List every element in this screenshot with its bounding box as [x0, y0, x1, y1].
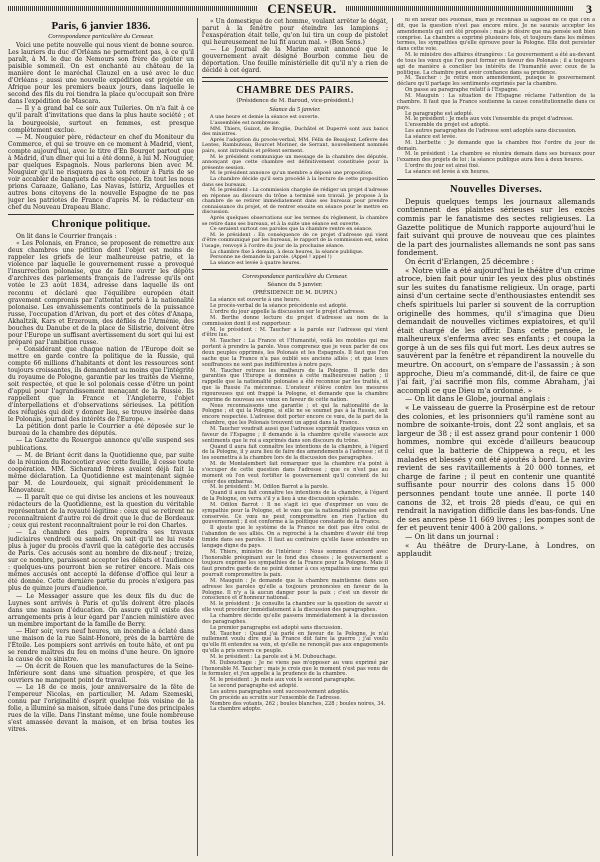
session-paragraph: M. Taucher : La France et l'Humanité, voilà les mobiles qui me portent à prendre la parole. Vous comprenez que je veux parler de ces deux peuples opprimés, les Polonais et les Espagnols. Il faut que l'on sache que la France n'a pas oublié ses anciens alliés ; et que leurs souffrances ne sont pas indifférentes à notre pays. — [202, 338, 388, 368]
deputes-session: Séance du 5 janvier. — [267, 282, 323, 289]
session-paragraph: L'ordre du jour appelle la discussion sur le projet d'adresse. — [210, 309, 366, 316]
article-paragraph: — Le Messager assure que les deux fils du duc de Luynes sont arrivés à Paris et qu'ils doivent être placés dans une maison d'éducation. On assure qu'il existe des arrangements pris à leur égard par l'ancien ministère avec un membre important de la famille de Berry. — [8, 592, 194, 628]
session-paragraph: M. le président : M. Taucher a la parole sur l'adresse qui vient d'être lue. — [202, 326, 388, 339]
article-paragraph: « Un domestique de cet homme, voulant arrêter le dégât, parut à la fenêtre pour éteindre les lampions ; l'exaspération était telle, qu'on lui tira un coup de pistolet qui heureusement ne lui fit aucun mal. » (Bon Sens.) — [202, 18, 388, 47]
session-paragraph: Quand il aura fait connaître les intentions de la chambre, à l'égard de la Pologne, il y aura lieu de faire des amendements à l'adresse ; et il les soumettra à la chambre lors de la discussion des paragraphes. — [202, 443, 388, 462]
session-paragraph: On procède au scrutin sur l'ensemble de l'adresse. — [210, 694, 342, 701]
session-paragraph: La chambre adopte. — [210, 706, 262, 713]
session-paragraph: M. Dubouchage : Je ne viens pas m'opposer au vœu exprimé par l'honorable M. Taucher ; mais je crois que le moment n'est pas venu de le formuler, et j'en appelle à la prudence de la chambre. — [202, 659, 388, 678]
article-paragraph: On lit dans le Courrier français : — [16, 233, 117, 241]
dateline: Paris, 6 janvier 1836. — [51, 20, 151, 32]
session-paragraph: La chambre décide qu'elle passera immédiatement à la discussion des paragraphes. — [202, 612, 388, 625]
article-paragraph: On écrit d'Erlangen, 25 décembre : — [405, 256, 534, 266]
session-paragraph: La séance est levée. — [405, 133, 457, 140]
article-paragraph: La pétition dont parle le Courrier a été déposée sur le bureau de la chambre des députés. — [8, 423, 194, 438]
section-divider — [202, 269, 388, 270]
session-paragraph: L'ensemble du projet est adopté. — [405, 122, 490, 129]
session-paragraph: La chambre fixe à demain, à deux heures, la séance publique. — [210, 248, 364, 255]
article-paragraph: — On lit dans le Globe, journal anglais : — [405, 394, 551, 404]
session-paragraph: La séance est ouverte à une heure. — [210, 297, 301, 304]
presidency-line: (Présidence de M. Baroud, vice-président.) — [236, 98, 354, 105]
session-paragraph: Personne ne demande la parole. (Appel ! appel !) — [210, 254, 332, 261]
article-paragraph: — Il paraît que ce qui divise les anciens et les nouveaux rédacteurs de la Quotidienne, est la question du véritable représentant de la royauté légitime : ceux qui se retirent ne reconnaîtraient d'autre roi de droit que le duc de Bordeaux ; ceux qui restent reconnaîtraient pour le roi don Charles. — [8, 493, 194, 530]
article-paragraph: « Considérant que chaque nation de l'Europe doit se mettre en garde contre la politique de la Russie, qui compte 66 millions d'habitants et dont les ressources sont toujours croissantes, ils demandent au moins que l'intégrité du royaume de Pologne, garantie par les traités de Vienne, soit respectée, et que le sol polonais cesse d'être un point d'appui pour l'agrandissement menaçant de la Russie. Ils rappellent que la France et l'Angleterre, l'objet d'interpellations et d'observations sérieuses. La pétition des réfugiés qui doit y donner lieu, se trouve insérée dans le Polonais, journal des intérêts de l'Europe. » — [8, 345, 194, 424]
article-paragraph: « Les Polonais, en France, se proposent de remettre aux deux chambres une pétition dont l'objet est moins de rappeler les griefs de leur malheureuse patrie, et la violence par laquelle le gouvernement russe a provoqué l'insurrection polonaise, que de faire ouvrir les dépôts d'archives des parlements français de l'adresse qu'ils ont votée le 23 août 1834, adresse dans laquelle ils ont reconnu et déclaré que l'équilibre européen était gravement compromis par l'attentat porté à la nationalité polonaise. Les envahissements continuels de la puissance russe, l'occupation d'Arivan, du port et des côtes d'Anapa, Akhaltzik, Kars et Erzeroum, des défilés de l'Arménie, des bouches du Danube et de la place de Silistrie, doivent être pour l'Europe un suffisant avertissement du sort qui lui est préparé par l'ambition russe. — [8, 240, 194, 346]
column-rule-1 — [197, 18, 198, 856]
session-paragraph: M. le président communique un message de la chambre des députés, annonçant que cette chambre est définitivement constituée pour la présente session. — [202, 153, 388, 171]
article-paragraph: — Le Journal de la Marine avait annoncé que le gouvernement avait désigné Bourbon comme lieu de déportation. Une feuille ministérielle dit qu'il n'y a rien de décidé à cet égard. — [202, 46, 388, 75]
continued-session — [397, 18, 595, 176]
session-paragraph: A une heure et demie la séance est ouverte. — [210, 114, 320, 121]
section-divider — [397, 179, 595, 180]
session-paragraph: M. le président : Je consulte la chambre sur la question de savoir si elle veut procéder immédiatement à la discussion des paragraphes. — [202, 601, 388, 614]
section-title-chronique: Chronique politique. — [51, 219, 151, 231]
article-paragraph: — La Gazette du Rouergue annonce qu'elle suspend ses publications. — [8, 437, 194, 452]
article-paragraph: — La chambre des pairs reprendra ses travaux judiciaires vendredi ou samedi. On sait qu'il ne lui reste plus à juger du procès d'avril que la catégorie des accusés de Paris. Ces accusés sont au nombre de dix-neuf ; treize, sur ce nombre, paraissent accepter les débats et l'audience : quelques-uns pourront bien se retirer encore. Mais ces mêmes accusés ont accepté la défense d'office qui leur a été donnée. Cette dernière partie du procès n'exigera pas plus de quinze jours d'audience. — [8, 529, 194, 593]
newspaper-title: CENSEUR. — [261, 1, 342, 16]
session-paragraph: M. le président : La commission chargée de rédiger un projet d'adresse en réponse au discours du trône a terminé son travail. Je propose à la chambre de se retirer immédiatement dans ses bureaux pour prendre connaissance du projet, et de rentrer ensuite en séance pour le mettre en discussion. — [202, 187, 388, 216]
section-title-pairs: CHAMBRE DES PAIRS. — [236, 85, 354, 97]
session-paragraph: M. de Montalembert fait remarquer que la chambre n'a point à s'occuper de cette question dans l'adresse ; que ce n'est pas au moment où l'on veut fortifier le gouvernement qu'il convient de lui créer des embarras. — [202, 461, 388, 485]
section-divider — [8, 214, 194, 215]
session-paragraph: M. Berthe donne lecture du projet d'adresse au nom de la commission dont il est rapporteur. — [202, 314, 388, 327]
session-paragraph: M. le président annonce qu'un membre a déposé une proposition. — [210, 170, 374, 177]
session-paragraph: Le paragraphe est adopté. — [405, 110, 474, 117]
column-1 — [8, 18, 194, 858]
session-paragraph: Le premier paragraphe est adopté sans discussion. — [210, 624, 343, 631]
column-2 — [202, 18, 388, 858]
session-paragraph: L'assemblée est nombreuse. — [210, 119, 281, 126]
session-paragraph: Il ajoute que le système de la France ne doit pas être celui de l'abandon de ses alliés. On a reproché à la chambre d'avoir été trop timide dans ses paroles. Il faut au contraire qu'elle fasse entendre un langage digne du pays. — [202, 525, 388, 549]
deputes-presidency: (PRÉSIDENCE DE M. DUPIN.) — [252, 290, 338, 297]
session-paragraph: M. le président : En conséquence de ce projet d'adresse qui vient d'être communiqué par les bureaux, le rapport de la commission est, selon l'usage, renvoyé à l'ordre du jour de la prochaine séance. — [202, 231, 388, 250]
session-paragraph: M. Lherbette : Je demande que la chambre fixe l'ordre du jour de demain. — [397, 139, 595, 152]
article-paragraph: Voici une petite nouvelle qui nous vient de bonne source. Les lauriers du duc d'Orléans ne permettent pas, à ce qu'il paraît, à M. le duc de Nemours son frère de goûter un paisible sommeil. On est enchanté au château de la manière dont le maréchal Clauzel en a usé avec le duc d'Orléans ; aussi une nouvelle expédition est projetée en Afrique pour les premiers beaux jours, dans laquelle le second des fils du roi tiendra la place qu'occupait son frère dans l'expédition de Mascara. — [8, 42, 194, 106]
article-paragraph: — Le 18 de ce mois, jour anniversaire de la fête de l'empereur Nicolas, en particulier, M. Adam Szemeski, connu par l'originalité d'esprit quelque fois voisine de la folie, a illuminé sa maison, située dans l'une des principales rues de la ville. Dans l'instant même, une foule nombreuse s'est amassée devant la maison, et en brisa toutes les vitres. — [8, 684, 194, 734]
session-paragraph: M. Mauguin : Je demande que la chambre maintienne dans son adresse les paroles qu'elle a toujours prononcées en faveur de la Pologne. Il n'y a là aucun danger pour la paix ; c'est un devoir de conscience et d'honneur national. — [202, 577, 388, 602]
session-paragraph: M. le président : M. Odilon Barrot a la parole. — [210, 484, 329, 491]
masthead — [8, 0, 596, 16]
session-paragraph: M. Taucher : Quand j'ai parlé en faveur de la Pologne, je n'ai nullement voulu dire que la France dût faire la guerre ; j'ai voulu qu'elle fit entendre sa voix, et qu'elle ne renonçât pas aux engagements qu'elle a pris envers ce peuple. — [202, 630, 388, 655]
session-paragraph: Nous reconnaissons une garantie ; et qui la nationalité de la Pologne ; et qui la Pologne, si elle ne se soumet pas à la Russie, soit encore respectée. L'adresse doit porter encore ce vœu, de la part de la chambre, que les Polonais trouvent un appui dans la France. — [202, 402, 388, 427]
session-paragraph: Le second paragraphe est adopté. — [210, 683, 299, 690]
article-paragraph: « Le vaisseau de guerre la Prosérpine est de retour des colonies, et les prisonniers qu'il ramène sont au nombre de soixante-trois, dont 22 sont anglais, et sa largeur de 38 ; il est assez grand pour contenir 1 000 hommes, nombre qui excède d'ailleurs beaucoup celui que la batterie de Chippewa a reçu, et les malades et blessés y ont été ajoutés à bord. Le navire revient de ses ravitaillements à 20 000 tonnes, et charge de farine ; il peut en contenir une quantité suffisante pour nourrir des colons dans 15 000 personnes pendant toute une année. Il porte 140 canons de 32, et trois 28 pieds d'eau, ce qui en rendrait la navigation difficile dans les bas-fonds. Une de ses ancres pèse 11 669 livres ; les pompes sont de fer et peuvent tenir 400 à 200 gallons. » — [397, 403, 595, 533]
article-paragraph: — On lit dans un journal : — [405, 531, 499, 541]
session-paragraph: La chambre décide qu'il sera procédé à la lecture de cette proposition dans ses bureaux. — [202, 175, 388, 188]
session-paragraph: M. Mauguin : La situation de l'Espagne réclame l'attention de la chambre. Il faut que la France soutienne la cause constitutionnelle dans ce pays. — [397, 92, 595, 111]
session-paragraph: Quand il aura fait connaître les intentions de la chambre, à l'égard de la Pologne, on verra s'il y a lieu à une discussion spéciale. — [202, 490, 388, 503]
article-paragraph: — Hier soir, vers neuf heures, un incendie a éclaté dans une maison de la rue Saint-Honoré, près de la barrière de l'Étoile. Les pompiers sont arrivés en toute hâte, et ont pu se rendre maîtres du feu en moins d'une heure. On ignore la cause de ce sinistre. — [8, 627, 194, 663]
session-paragraph: M. le président : Je mets aux voix l'ensemble du projet d'adresse. — [405, 116, 574, 123]
column-3 — [397, 18, 595, 858]
session-paragraph: M. Odilon Barrot : Il ne s'agit ici que d'exprimer un vœu de sympathie pour la Pologne, et le vœu que la nationalité polonaise soit conservée. Ce vœu ne peut compromettre en rien l'action du gouvernement ; il est conforme à la politique constante de la France. — [202, 501, 388, 526]
section-divider — [202, 77, 388, 82]
correspondence-heading: Correspondance particulière du Censeur. — [48, 33, 154, 40]
deputes-paragraphs — [202, 298, 388, 713]
section-title-nouvelles: Nouvelles Diverses. — [449, 183, 543, 195]
session-paragraph: Après l'adoption du procès-verbal, MM. Félix de Beaujour, Lefèvre des Lentes, Rambuteau, Bourcet Moriner, de Serrant, nouvellement nommés pairs, sont introduits et prêtent serment. — [202, 136, 388, 154]
session-paragraph: La séance est levée à six heures. — [405, 168, 490, 175]
session-paragraph: M. Taucher voudrait aussi que l'adresse exprimât quelques vœux en faveur de l'Espagne ; il demande à la chambre qu'elle s'associe aux sentiments que le roi a exprimés dans son discours du trône. — [202, 425, 388, 444]
page-number: 3 — [582, 2, 592, 17]
session-paragraph: M. le président : Je mets aux voix le second paragraphe. — [210, 677, 356, 684]
deputes-correspondence: Correspondance particulière du Censeur. — [242, 273, 348, 281]
session-paragraph: Après quelques observations sur les termes du règlement, la chambre se retire dans ses bureaux, et à la suite une séance est ouverte. — [202, 215, 388, 227]
session-paragraph: Nombre des votants, 262 ; boules blanches, 228 ; boules noires, 34. — [210, 700, 386, 707]
session-paragraph: L'ordre du jour est ainsi fixé. — [405, 163, 480, 170]
session-paragraph: Le procès-verbal de la séance précédente est adopté. — [210, 303, 348, 310]
session-paragraph: Ce seraient surtout ces paroles que la chambre rentre en séance. — [210, 226, 373, 233]
article-paragraph: « Notre ville a été aujourd'hui le théâtre d'un crime atroce, bien fait pour unir les yeux des plus obstinés sur les suites du fanatisme religieux. Un orage, parti ainsi d'un certaine secte d'enthousiastes entendit ses chefs spirituels lui parler si souvent de la corruption originelle des hommes, qu'il s'imagina que Dieu demandait de nouvelles victimes expiatoires, et qu'il était chargé de les offrir. Dans cette pensée, le malheureux s'enferma avec ses enfants ; et coupa la gorge à un de ses fils qui fut mort. Les deux autres se sauvèrent par la fenêtre et répandirent la nouvelle du meurtre. On accourt, on s'empare de l'assassin ; à son approche, Dieu m'a commandé, dit-il, de faire ce que j'ai fait, j'ai sacrifié mon fils, comme Abraham, j'ai accompli ce que Dieu m'a ordonné. » — [397, 265, 595, 395]
article-paragraph: — On écrit de Rouen que les manufactures de la Seine-Inférieure sont dans une situation prospère, et que les ouvriers ne manquent point de travail. — [8, 662, 194, 685]
session-paragraph: M. le président : La chambre se réunira demain dans ses bureaux pour l'examen des projets de loi ; la séance publique aura lieu à deux heures. — [397, 151, 595, 164]
session-paragraph: La séance est levée à quatre heures. — [210, 259, 301, 266]
session-paragraph: ni en faveur des Polonais, mais je reconnais la sagesse de ce que l'on a dit, que la question n'est pas encore mûre. Je ne saurais accepter les amendements qui ont été proposés ; mais je désire que ma pensée soit bien comprise. La chambre a exprimé plusieurs fois, et toujours dans les mêmes termes, les sympathies qu'elle éprouve pour la Pologne. Elle doit persister dans cette voie. — [397, 18, 595, 53]
session-paragraph: Les autres paragraphes de l'adresse sont adoptés sans discussion. — [405, 128, 577, 135]
column-rule-2 — [392, 18, 393, 856]
session-paragraph: Les autres paragraphes sont successivement adoptés. — [210, 688, 350, 695]
session-paragraph: M. le président : La parole est à M. Dubouchage. — [210, 653, 337, 660]
article-paragraph: Depuis quelques temps les journaux allemands contiennent des plaintes sérieuses sur les excès commis par le fanatisme des sectes religieuses. La Gazette politique de Munich rapporte aujourd'hui le fait suivant qui prouve de nouveau que ces plaintes de la part des journalistes allemands ne sont pas sans fondement. — [397, 196, 595, 258]
session-date: Séance du 5 janvier. — [269, 106, 321, 114]
session-paragraph: M. Taucher retrace les malheurs de la Pologne. Il parle des garanties que l'Europe a données à cette malheureuse nation ; il rappelle que la nationalité polonaise a été reconnue par les traités, et que la Russie l'a méconnue. L'orateur s'élève contre les mesures rigoureuses qui ont frappé la Pologne, et demande que la chambre exprime de nouveau ses vœux en faveur de cette nation. — [202, 367, 388, 403]
article-paragraph: « Au théâtre de Drury-Lane, à Londres, on applaudit — [397, 540, 595, 559]
session-paragraph: On passe au paragraphe relatif à l'Espagne. — [405, 87, 519, 94]
article-paragraph: — M. Nouguier père, rédacteur en chef du Moniteur du Commerce, et qui se trouve en ce moment à Madrid, vient, compte aujourd'hui, avec le titre d'En Bourget partout que à Madrid, d'un dîner qui lui a été donné, à lui M. Nouguier, par quelques Espagnols. Nous parlerons bien avec M. Nouguier qu'il ne risquera pas à son retour à Paris de se voir accabler de banquets de cette espèce. En tout les nous prions Caraaze, Galiano, Las Navas, Istúriz, Arguelles et autres bons citoyens de la nouvelle Espagne de ne pas juger les patriotes de France d'après M. le rédacteur en chef du Nouveau Drapeau Blanc. — [8, 133, 194, 212]
session-paragraph: M. Taucher : Je retire mon amendement, puisque le gouvernement déclare qu'il partage les sentiments exprimés par la chambre. — [397, 75, 595, 88]
session-paragraph: M. Thiers, ministre de l'intérieur : Nous sommes d'accord avec l'honorable préopinant sur le fond des choses ; le gouvernement a toujours exprimé les sympathies de la France pour la Pologne. Mais il faut prendre garde de ne point donner à ces sympathies une forme qui pourrait compromettre la paix. — [202, 548, 388, 579]
session-paragraph: MM. Thiers, Guizot, de Broglie, Duchâtel et Duperré sont aux bancs des ministres. — [202, 125, 388, 138]
session-paragraph: M. le ministre des affaires étrangères : Le gouvernement a été au-devant de tous les vœux que l'on peut former en faveur des Polonais ; il a toujours agi de manière à concilier les intérêts de l'humanité avec ceux de la politique. La chambre peut avoir confiance dans sa prudence. — [397, 52, 595, 76]
article-paragraph: — M. de Briant écrit dans la Quotidienne que, par suite de la réunion du Rococotier avec cette feuille, il cesse toute coopération. MM. Sicherand frères avaient déjà fait la même déclaration. La Quotidienne est maintenant signée par M. de Lourdoueix, qui signait précédemment le Rénovateur. — [8, 451, 194, 494]
article-paragraph: — Il y a grand bal ce soir aux Tuileries. On n'a fait à ce qu'il paraît d'invitations que dans la plus haute société ; et la bourgeoisie, surtout en femmes, est presque complètement exclue. — [8, 105, 194, 134]
